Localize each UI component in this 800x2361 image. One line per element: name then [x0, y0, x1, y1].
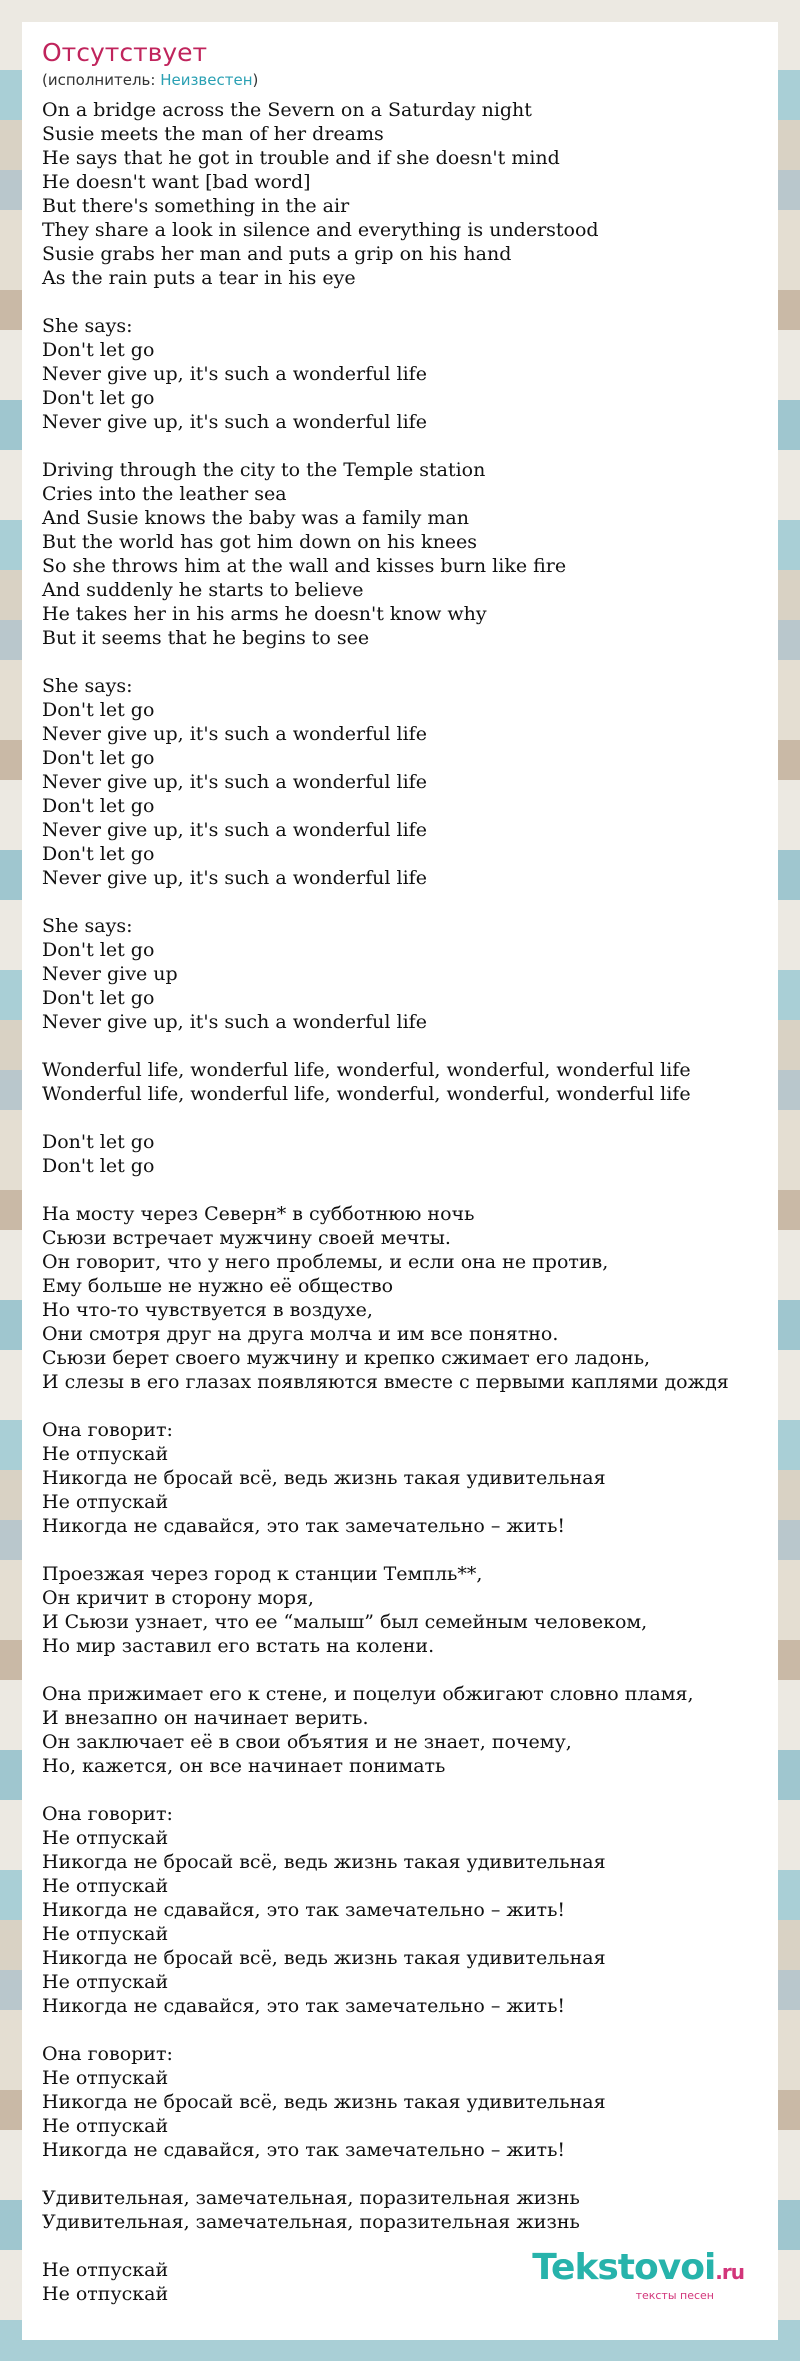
- lyric-line: Никогда не бросай всё, ведь жизнь такая удивительная: [42, 1851, 606, 1873]
- lyric-line: Wonderful life, wonderful life, wonderful, wonderful, wonderful life: [42, 1059, 691, 1081]
- lyric-line: Don't let go: [42, 1155, 155, 1177]
- artist-prefix: (исполнитель:: [42, 71, 161, 89]
- lyric-line: Never give up, it's such a wonderful life: [42, 1011, 427, 1033]
- stanza-gap: [42, 1034, 758, 1058]
- lyric-line: Она прижимает его к стене, и поцелуи обжигают словно пламя,: [42, 1683, 694, 1705]
- lyric-line: На мосту через Северн* в субботнюю ночь: [42, 1203, 475, 1225]
- lyric-line: And Susie knows the baby was a family man: [42, 507, 469, 529]
- lyric-line: Don't let go: [42, 339, 155, 361]
- stanza-gap: [42, 650, 758, 674]
- lyric-line: Никогда не сдавайся, это так замечательно – жить!: [42, 1515, 566, 1537]
- lyric-line: Не отпускай: [42, 2259, 169, 2281]
- lyric-line: She says:: [42, 915, 133, 937]
- lyric-line: Сьюзи встречает мужчину своей мечты.: [42, 1227, 451, 1249]
- lyric-line: И внезапно он начинает верить.: [42, 1707, 369, 1729]
- stanza-gap: [42, 2162, 758, 2186]
- lyric-line: They share a look in silence and everything is understood: [42, 219, 599, 241]
- lyric-line: Susie meets the man of her dreams: [42, 123, 384, 145]
- stanza-gap: [42, 1658, 758, 1682]
- lyric-line: Никогда не бросай всё, ведь жизнь такая удивительная: [42, 2091, 606, 2113]
- lyric-line: Но что-то чувствуется в воздухе,: [42, 1299, 373, 1321]
- lyric-line: Don't let go: [42, 795, 155, 817]
- lyric-line: Он говорит, что у него проблемы, и если она не против,: [42, 1251, 609, 1273]
- lyric-line: Don't let go: [42, 843, 155, 865]
- lyric-line: Не отпускай: [42, 1923, 169, 1945]
- lyric-line: Don't let go: [42, 387, 155, 409]
- stanza-gap: [42, 1538, 758, 1562]
- lyric-line: Не отпускай: [42, 2115, 169, 2137]
- artist-suffix: ): [252, 71, 259, 89]
- lyric-line: Никогда не бросай всё, ведь жизнь такая удивительная: [42, 1947, 606, 1969]
- stanza-gap: [42, 1394, 758, 1418]
- song-title: Отсутствует: [42, 38, 208, 67]
- lyric-line: Она говорит:: [42, 1419, 173, 1441]
- lyric-line: Don't let go: [42, 987, 155, 1009]
- lyric-line: As the rain puts a tear in his eye: [42, 267, 356, 289]
- lyric-line: Never give up: [42, 963, 178, 985]
- lyric-line: Ему больше не нужно её общество: [42, 1275, 394, 1297]
- lyric-line: But the world has got him down on his knees: [42, 531, 478, 553]
- lyric-line: So she throws him at the wall and kisses burn like fire: [42, 555, 567, 577]
- lyric-line: Never give up, it's such a wonderful life: [42, 411, 427, 433]
- lyric-line: Не отпускай: [42, 1443, 169, 1465]
- lyric-line: Cries into the leather sea: [42, 483, 287, 505]
- lyric-line: И слезы в его глазах появляются вместе с первыми каплями дождя: [42, 1371, 729, 1393]
- lyric-line: Don't let go: [42, 699, 155, 721]
- lyric-line: She says:: [42, 675, 133, 697]
- stanza-gap: [42, 290, 758, 314]
- lyric-line: Никогда не бросай всё, ведь жизнь такая удивительная: [42, 1467, 606, 1489]
- lyric-line: Never give up, it's such a wonderful life: [42, 771, 427, 793]
- stanza-gap: [42, 2018, 758, 2042]
- lyric-line: Susie grabs her man and puts a grip on his hand: [42, 243, 512, 265]
- lyric-line: Не отпускай: [42, 2283, 169, 2305]
- lyric-line: But there's something in the air: [42, 195, 350, 217]
- lyric-line: On a bridge across the Severn on a Saturday night: [42, 99, 532, 121]
- lyric-line: Не отпускай: [42, 1875, 169, 1897]
- lyric-line: Он заключает её в свои объятия и не знает, почему,: [42, 1731, 572, 1753]
- lyric-line: Она говорит:: [42, 1803, 173, 1825]
- logo-domain: .ru: [715, 2260, 744, 2284]
- lyric-line: He says that he got in trouble and if she doesn't mind: [42, 147, 560, 169]
- lyrics-text: [42, 98, 758, 2306]
- lyric-line: Don't let go: [42, 939, 155, 961]
- lyric-line: Удивительная, замечательная, поразительная жизнь: [42, 2187, 580, 2209]
- stanza-gap: [42, 1178, 758, 1202]
- lyric-line: Не отпускай: [42, 1491, 169, 1513]
- lyric-line: Не отпускай: [42, 2067, 169, 2089]
- lyric-line: Wonderful life, wonderful life, wonderful, wonderful, wonderful life: [42, 1083, 691, 1105]
- lyric-line: Never give up, it's such a wonderful life: [42, 819, 427, 841]
- artist-link[interactable]: Неизвестен: [160, 71, 253, 89]
- lyric-line: Они смотря друг на друга молча и им все понятно.: [42, 1323, 559, 1345]
- logo-wordmark: [532, 2249, 744, 2291]
- lyric-line: He doesn't want [bad word]: [42, 171, 311, 193]
- lyric-line: Driving through the city to the Temple station: [42, 459, 486, 481]
- lyric-line: He takes her in his arms he doesn't know why: [42, 603, 487, 625]
- lyric-line: Никогда не сдавайся, это так замечательно – жить!: [42, 1995, 566, 2017]
- lyric-line: Never give up, it's such a wonderful life: [42, 363, 427, 385]
- lyric-line: Она говорит:: [42, 2043, 173, 2065]
- lyric-line: Don't let go: [42, 747, 155, 769]
- lyric-line: And suddenly he starts to believe: [42, 579, 364, 601]
- lyrics-panel: [22, 22, 778, 2340]
- lyric-line: Don't let go: [42, 1131, 155, 1153]
- lyric-line: И Сьюзи узнает, что ее “малыш” был семейным человеком,: [42, 1611, 648, 1633]
- lyric-line: Он кричит в сторону моря,: [42, 1587, 314, 1609]
- lyric-line: Never give up, it's such a wonderful life: [42, 723, 427, 745]
- site-logo[interactable]: [532, 2249, 744, 2302]
- stanza-gap: [42, 890, 758, 914]
- lyric-line: Never give up, it's such a wonderful life: [42, 867, 427, 889]
- lyric-line: Но, кажется, он все начинает понимать: [42, 1755, 446, 1777]
- lyric-line: She says:: [42, 315, 133, 337]
- lyric-line: Удивительная, замечательная, поразительная жизнь: [42, 2211, 580, 2233]
- artist-line: [42, 70, 758, 90]
- lyric-line: Не отпускай: [42, 1971, 169, 1993]
- lyric-line: Никогда не сдавайся, это так замечательно – жить!: [42, 1899, 566, 1921]
- stanza-gap: [42, 434, 758, 458]
- stanza-gap: [42, 1778, 758, 1802]
- stanza-gap: [42, 1106, 758, 1130]
- lyric-line: Никогда не сдавайся, это так замечательно – жить!: [42, 2139, 566, 2161]
- logo-name: Tekstovoi: [532, 2247, 716, 2288]
- lyric-line: Но мир заставил его встать на колени.: [42, 1635, 435, 1657]
- lyric-line: Сьюзи берет своего мужчину и крепко сжимает его ладонь,: [42, 1347, 651, 1369]
- lyric-line: Не отпускай: [42, 1827, 169, 1849]
- lyric-line: But it seems that he begins to see: [42, 627, 370, 649]
- logo-tagline: тексты песен: [635, 2289, 714, 2302]
- lyric-line: Проезжая через город к станции Темпль**,: [42, 1563, 483, 1585]
